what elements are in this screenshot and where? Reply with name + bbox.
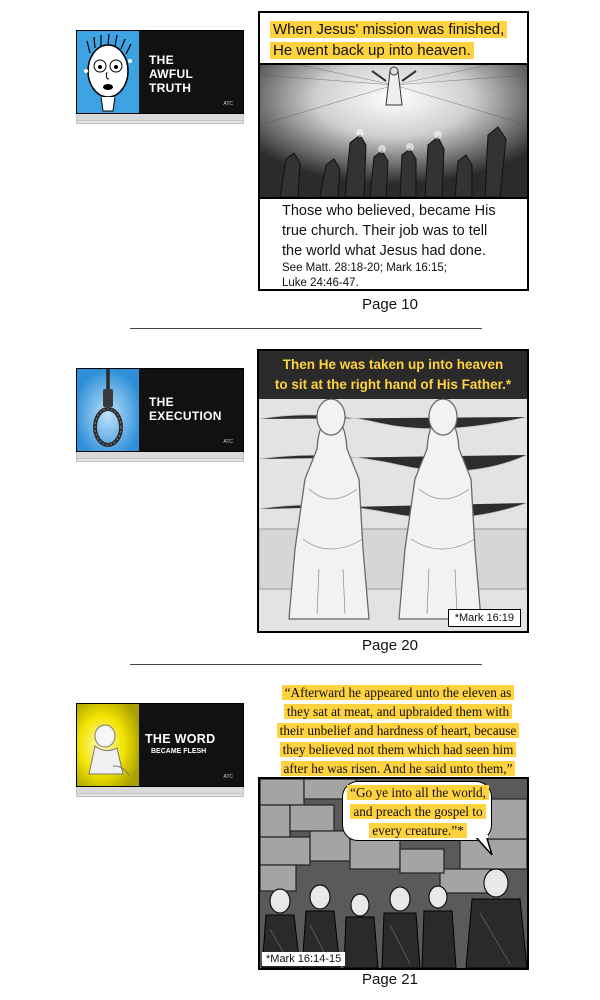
scripture-quote: “Afterward he appeared unto the eleven as they sat at meat, and upbraided them with their unbelief and hardness of heart, because they believed not them which had seen him after he was risen. And he said unto them,”: [258, 683, 538, 778]
tract-cover: [76, 368, 244, 452]
panel-body-text: Those who believed, became His true church. Their job was to tell the world what Jesus had done.: [282, 203, 496, 259]
tract-title: THE EXECUTION: [149, 395, 222, 423]
panel-caption-top: Then He was taken up into heaven to sit at the right hand of His Father.*: [274, 357, 512, 392]
noose-illustration: [77, 369, 139, 451]
page-label: Page 21: [362, 971, 418, 988]
comic-panel-page-21: [258, 777, 529, 970]
publisher-mark: ATC: [223, 774, 233, 780]
section-divider: [130, 328, 482, 329]
section-divider: [130, 664, 482, 665]
tract-word-became-flesh: [76, 703, 244, 795]
speech-bubble-text: “Go ye into all the world, and preach the gospel to every creature.”*: [346, 783, 490, 840]
page-label: Page 10: [362, 296, 418, 313]
publisher-mark: ATC: [223, 101, 233, 107]
thrones-illustration: [259, 399, 527, 631]
tract-cover: [76, 703, 244, 787]
tract-title: THE WORD: [145, 732, 216, 746]
publisher-mark: ATC: [223, 439, 233, 445]
tract-cover: [76, 30, 244, 114]
scripture-reference: *Mark 16:14-15: [262, 952, 345, 966]
tract-awful-truth: [76, 30, 244, 122]
scared-face-illustration: [77, 31, 139, 113]
tract-execution: [76, 368, 244, 460]
tract-title: THE AWFUL TRUTH: [149, 53, 194, 95]
ascension-illustration: [260, 65, 527, 197]
comic-panel-page-10: [258, 11, 529, 291]
tract-subtitle: BECAME FLESH: [151, 748, 207, 755]
comic-panel-page-20: [257, 349, 529, 633]
scripture-reference: See Matt. 28:18-20; Mark 16:15; Luke 24:46-47.: [282, 262, 447, 289]
page-label: Page 20: [362, 637, 418, 654]
scripture-reference: *Mark 16:19: [448, 609, 521, 627]
panel-caption-top: When Jesus' mission was finished, He went back up into heaven.: [270, 19, 520, 61]
baby-illustration: [77, 704, 139, 786]
